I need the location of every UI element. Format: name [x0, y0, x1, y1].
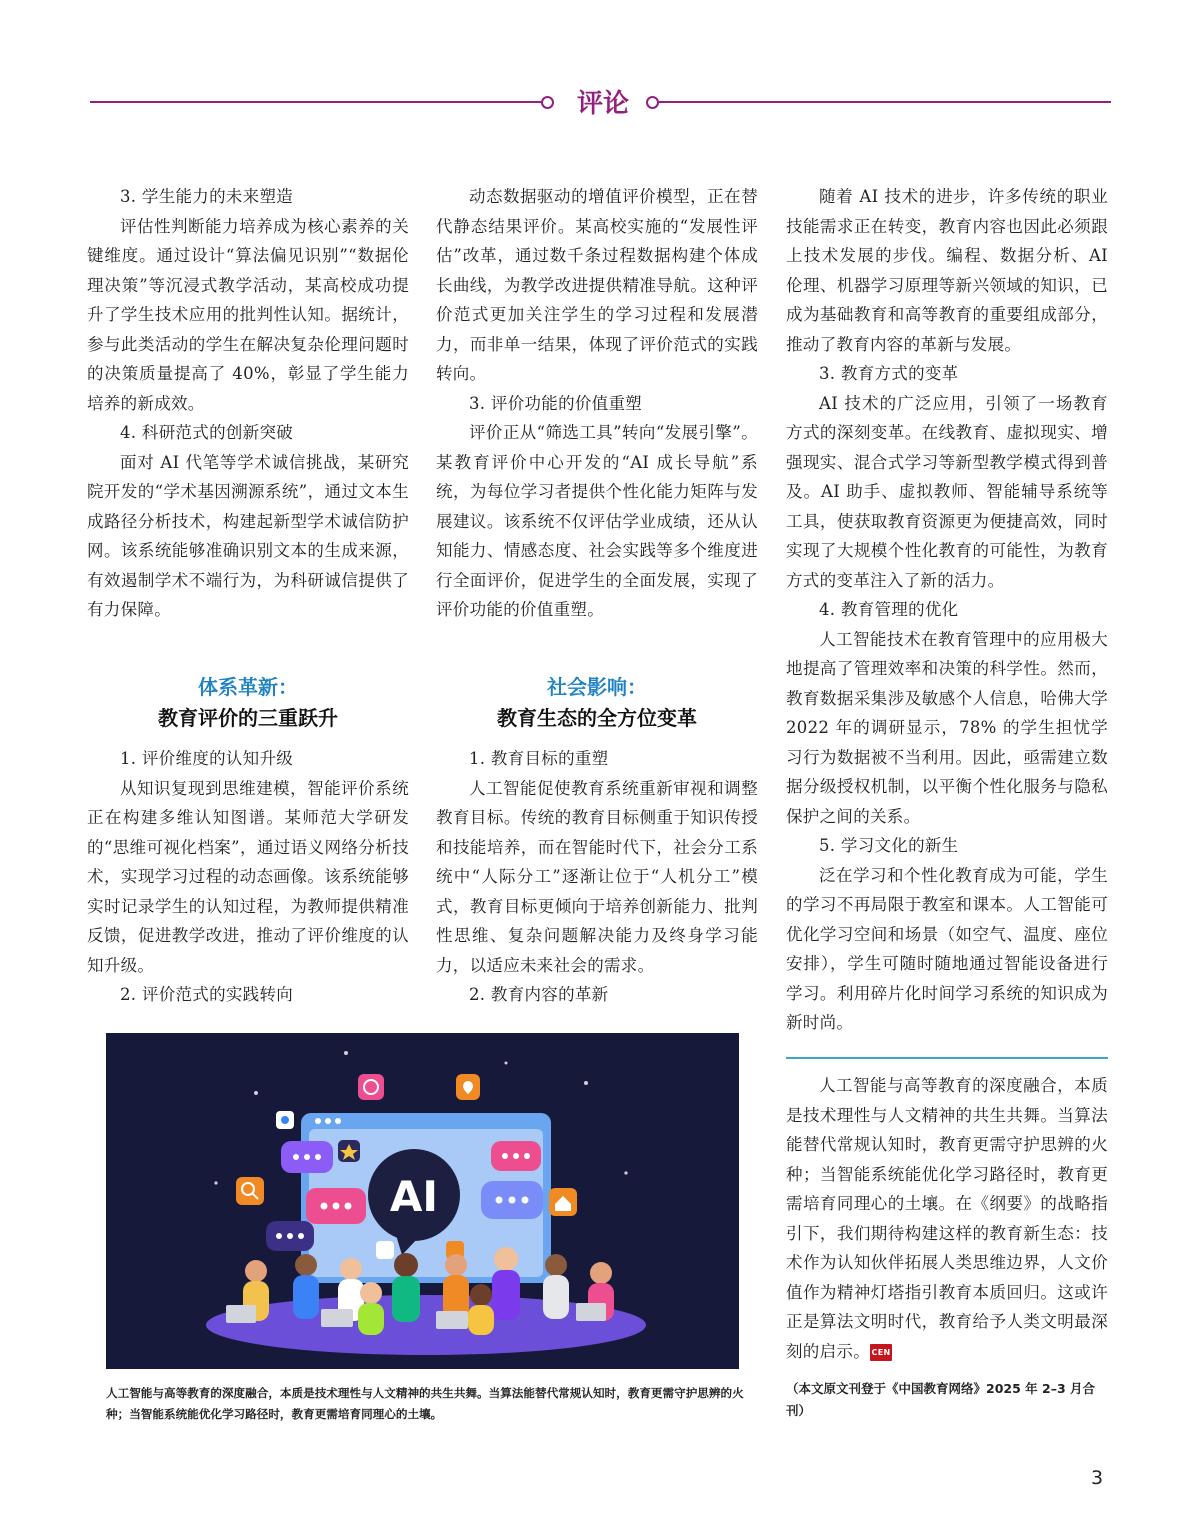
paragraph: 评价正从“筛选工具”转向“发展引擎”。某教育评价中心开发的“AI 成长导航”系统，为每位学习者提供个性化能力矩阵与发展建议。该系统不仅评估学业成绩，还从认知能力、情感态度、社会实践等多个维度进行全面评价，促进学生的全面发展，实现了评价功能的价值重塑。 — [436, 423, 758, 619]
column-1-bottom — [87, 744, 409, 1010]
column-1-top — [87, 182, 409, 625]
subheading: 4. 教育管理的优化 — [819, 600, 959, 619]
section-kicker: 社会影响： — [547, 675, 647, 699]
cen-logo-icon: CEN — [870, 1344, 892, 1361]
conclusion-paragraph — [786, 1071, 1108, 1366]
subheading: 4. 科研范式的创新突破 — [120, 423, 294, 442]
header-ornament-left — [541, 96, 554, 109]
subheading: 3. 学生能力的未来塑造 — [120, 187, 294, 206]
subheading: 2. 教育内容的革新 — [469, 985, 609, 1004]
page-number: 3 — [1091, 1467, 1104, 1489]
section-heading-2 — [436, 672, 758, 734]
paragraph: 动态数据驱动的增值评价模型，正在替代静态结果评价。某高校实施的“发展性评估”改革，通过数千条过程数据构建个体成长曲线，为教学改进提供精准导航。这种评价范式更加关注学生的学习过程和发展潜力，而非单一结果，体现了评价范式的实践转向。 — [436, 187, 758, 383]
section-title: 教育评价的三重跃升 — [158, 706, 338, 730]
paragraph: 人工智能技术在教育管理中的应用极大地提高了管理效率和决策的科学性。然而，教育数据采集涉及敏感个人信息，哈佛大学 2022 年的调研显示，78% 的学生担忧学习行为数据被不当利用。因此，亟需建立数据分级授权机制，以平衡个性化服务与隐私保护之间的关系。 — [786, 629, 1108, 826]
paragraph: 从知识复现到思维建模，智能评价系统正在构建多维认知图谱。某师范大学研发的“思维可视化档案”，通过语义网络分析技术，实现学习过程的动态画像。该系统能够实时记录学生的认知过程，为教师提供精准反馈，促进教学改进，推动了评价维度的认知升级。 — [87, 778, 409, 975]
subheading: 1. 评价维度的认知升级 — [120, 749, 294, 768]
section-heading-1 — [87, 672, 409, 734]
subheading: 2. 评价范式的实践转向 — [120, 985, 294, 1004]
header-ornament-right — [646, 96, 659, 109]
header-rule-right — [659, 101, 1111, 103]
conclusion-text: 人工智能与高等教育的深度融合，本质是技术理性与人文精神的共生共舞。当算法能替代常规认知时，教育更需守护思辨的火种；当智能系统能优化学习路径时，教育更需培育同理心的土壤。在《纲要》的战略指引下，我们期待构建这样的教育新生态：技术作为认知伙伴拓展人类思维边界，人文价值作为精神灯塔指引教育本质回归。这或许正是算法文明时代，教育给予人类文明最深刻的启示。 — [786, 1076, 1108, 1361]
section-kicker: 体系革新： — [198, 675, 298, 699]
paragraph: 面对 AI 代笔等学术诚信挑战，某研究院开发的“学术基因溯源系统”，通过文本生成路径分析技术，构建起新型学术诚信防护网。该系统能够准确识别文本的生成来源，有效遏制学术不端行为，为科研诚信提供了有力保障。 — [87, 452, 409, 619]
ai-label: AI — [389, 1172, 439, 1221]
source-note: （本文原文刊登于《中国教育网络》2025 年 2–3 月合刊） — [786, 1381, 1095, 1418]
header-rule-left — [90, 101, 541, 103]
paragraph: 随着 AI 技术的进步，许多传统的职业技能需求正在转变，教育内容也因此必须跟上技术发展的步伐。编程、数据分析、AI 伦理、机器学习原理等新兴领域的知识，已成为基础教育和高等教育的重要组成部分，推动了教育内容的革新与发展。 — [786, 187, 1108, 354]
paragraph: AI 技术的广泛应用，引领了一场教育方式的深刻变革。在线教育、虚拟现实、增强现实、混合式学习等新型教学模式得到普及。AI 助手、虚拟教师、智能辅导系统等工具，使获取教育资源更为便捷高效，同时实现了大规模个性化教育的可能性，为教育方式的变革注入了新的活力。 — [786, 393, 1108, 590]
subheading: 3. 教育方式的变革 — [819, 364, 959, 383]
column-2-top — [436, 182, 758, 625]
conclusion-block — [786, 1071, 1108, 1366]
subheading: 3. 评价功能的价值重塑 — [469, 393, 643, 413]
column-2-bottom — [436, 744, 758, 1010]
figure-caption: 人工智能与高等教育的深度融合，本质是技术理性与人文精神的共生共舞。当算法能替代常规认知时，教育更需守护思辨的火种；当智能系统能优化学习路径时，教育更需培育同理心的土壤。 — [106, 1386, 744, 1421]
page-title: 评论 — [576, 89, 629, 119]
paragraph: 评估性判断能力培养成为核心素养的关键维度。通过设计“算法偏见识别”“数据伦理决策”等沉浸式教学活动，某高校成功提升了学生技术应用的批判性认知。据统计，参与此类活动的学生在解决复杂伦理问题时的决策质量提高了 40%，彰显了学生能力培养的新成效。 — [87, 216, 409, 413]
ai-illustration — [106, 1033, 739, 1369]
paragraph: 人工智能促使教育系统重新审视和调整教育目标。传统的教育目标侧重于知识传授和技能培养，而在智能时代下，社会分工系统中“人际分工”逐渐让位于“人机分工”模式，教育目标更倾向于培养创新能力、批判性思维、复杂问题解决能力及终身学习能力，以适应未来社会的需求。 — [436, 778, 758, 975]
paragraph: 泛在学习和个性化教育成为可能，学生的学习不再局限于教室和课本。人工智能可优化学习空间和场景（如空气、温度、座位安排），学生可随时随地通过智能设备进行学习。利用碎片化时间学习系统的知识成为新时尚。 — [786, 865, 1108, 1032]
ai-illustration-art — [106, 1033, 739, 1369]
subheading: 5. 学习文化的新生 — [819, 836, 959, 855]
subheading: 1. 教育目标的重塑 — [469, 749, 609, 768]
column-3 — [786, 182, 1108, 1038]
section-title: 教育生态的全方位变革 — [497, 706, 697, 730]
conclusion-divider — [786, 1057, 1108, 1059]
